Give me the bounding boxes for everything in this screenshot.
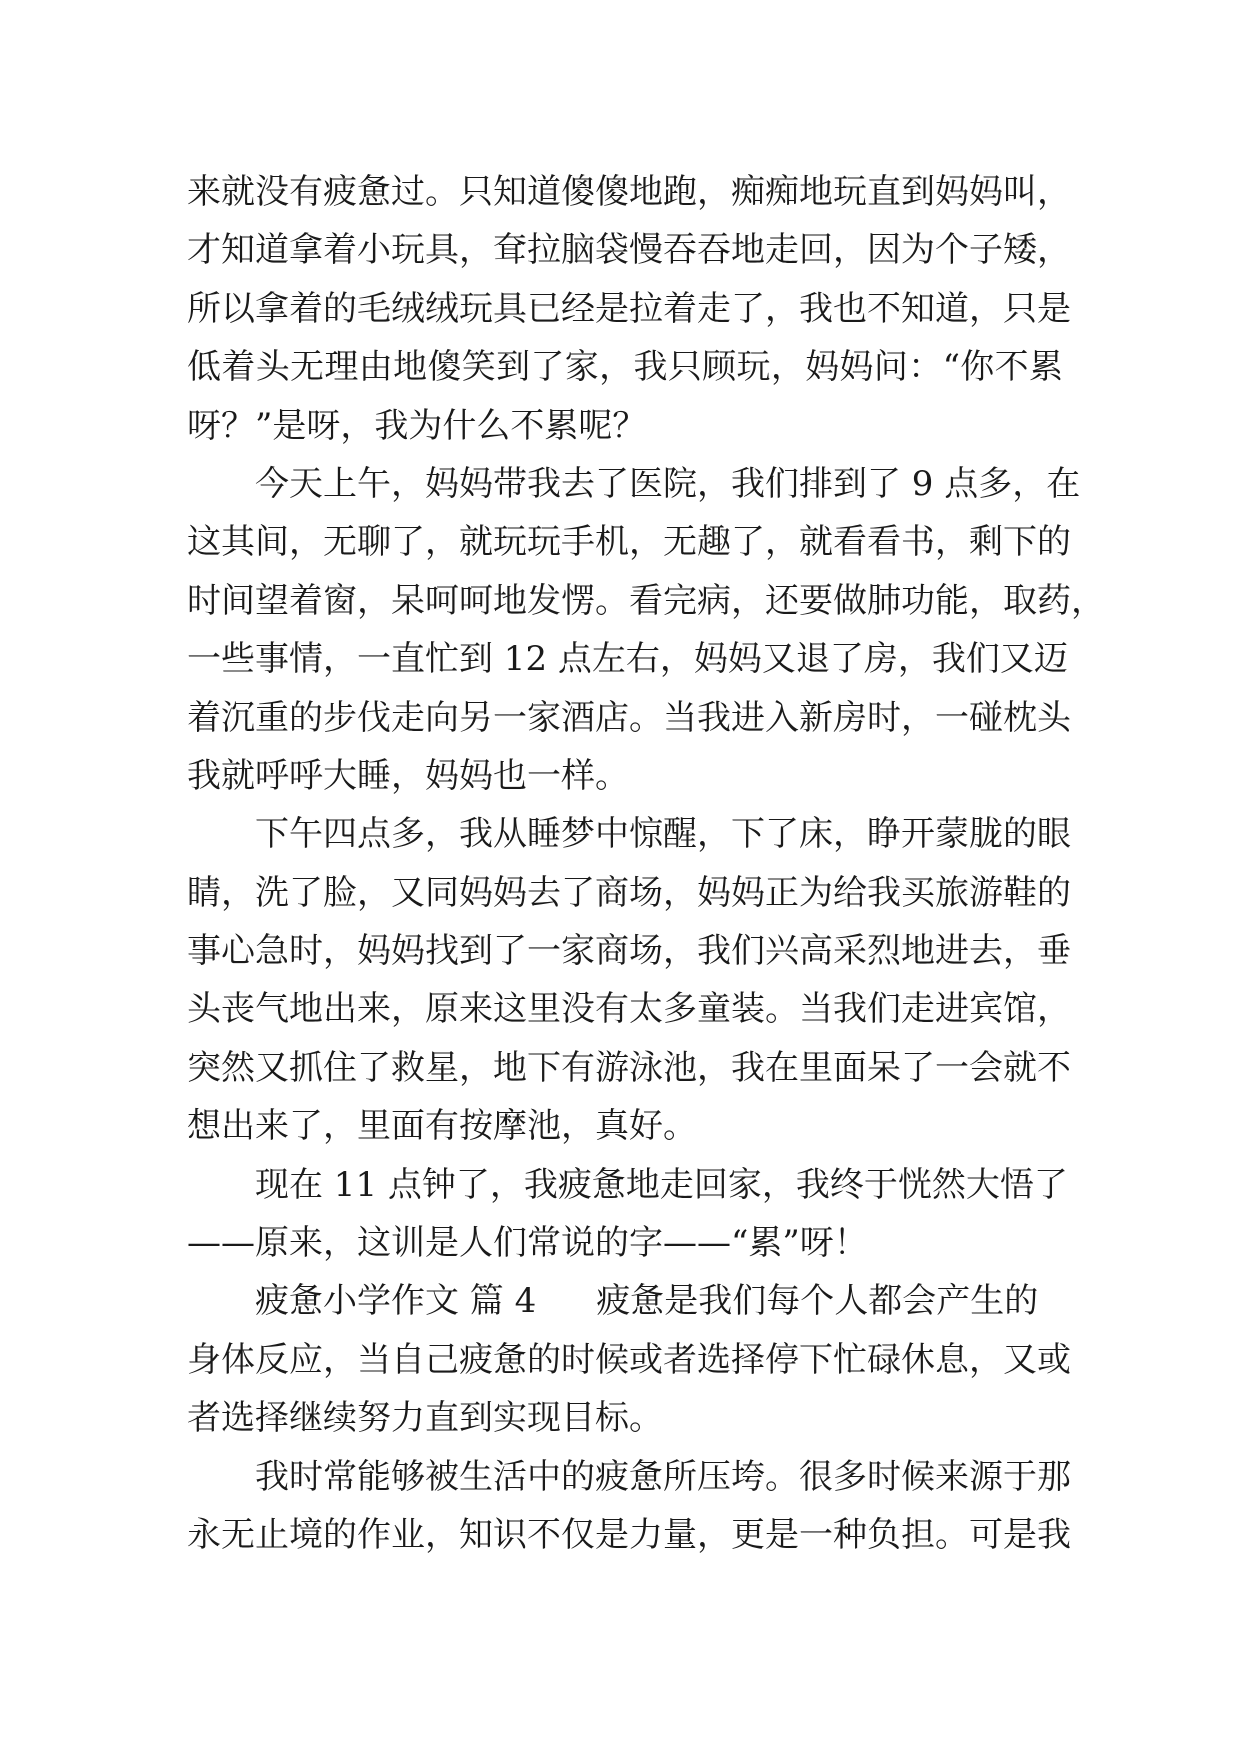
text-line: 事心急时，妈妈找到了一家商场，我们兴高采烈地进去，垂 xyxy=(187,931,1071,972)
text-line: 身体反应，当自己疲惫的时候或者选择停下忙碌休息，又或 xyxy=(187,1339,1071,1380)
text-line: 现在 11 点钟了，我疲惫地走回家，我终于恍然大悟了 xyxy=(255,1164,1068,1205)
text-line: 疲惫是我们每个人都会产生的 xyxy=(596,1281,1039,1322)
section-heading-line xyxy=(187,1272,1063,1330)
text-line: 者选择继续努力直到实现目标。 xyxy=(187,1398,663,1439)
text-line: 时间望着窗，呆呵呵地发愣。看完病，还要做肺功能，取药， xyxy=(187,580,1105,621)
text-line: 所以拿着的毛绒绒玩具已经是拉着走了，我也不知道，只是 xyxy=(187,288,1071,329)
text-line: ——原来，这训是人们常说的字——“累”呀！ xyxy=(187,1223,868,1264)
text-line: 下午四点多，我从睡梦中惊醒，下了床，睁开蒙胧的眼 xyxy=(255,814,1071,855)
text-line: 今天上午，妈妈带我去了医院，我们排到了 9 点多，在 xyxy=(255,463,1081,504)
text-line: 着沉重的步伐走向另一家酒店。当我进入新房时，一碰枕头 xyxy=(187,697,1071,738)
text-line: 我就呼呼大睡，妈妈也一样。 xyxy=(187,755,629,796)
text-line: 想出来了，里面有按摩池，真好。 xyxy=(187,1106,697,1147)
section-heading: 疲惫小学作文 篇 4 xyxy=(255,1281,537,1322)
text-line: 头丧气地出来，原来这里没有太多童装。当我们走进宾馆， xyxy=(187,989,1071,1030)
text-line: 来就没有疲惫过。只知道傻傻地跑，痴痴地玩直到妈妈叫， xyxy=(187,172,1071,212)
text-line: 睛，洗了脸，又同妈妈去了商场，妈妈正为给我买旅游鞋的 xyxy=(187,872,1071,913)
text-line: 呀？”是呀，我为什么不累呢？ xyxy=(187,405,647,446)
text-line: 这其间，无聊了，就玩玩手机，无趣了，就看看书，剩下的 xyxy=(187,522,1071,563)
text-line: 才知道拿着小玩具，耷拉脑袋慢吞吞地走回，因为个子矮， xyxy=(187,230,1071,271)
text-line: 突然又抓住了救星，地下有游泳池，我在里面呆了一会就不 xyxy=(187,1047,1071,1088)
text-line: 一些事情，一直忙到 12 点左右，妈妈又退了房，我们又迈 xyxy=(187,639,1068,680)
text-line: 我时常能够被生活中的疲惫所压垮。很多时候来源于那 xyxy=(255,1456,1071,1497)
text-line: 低着头无理由地傻笑到了家，我只顾玩，妈妈问：“你不累 xyxy=(187,347,1063,388)
text-line: 永无止境的作业，知识不仅是力量，更是一种负担。可是我 xyxy=(187,1514,1071,1555)
